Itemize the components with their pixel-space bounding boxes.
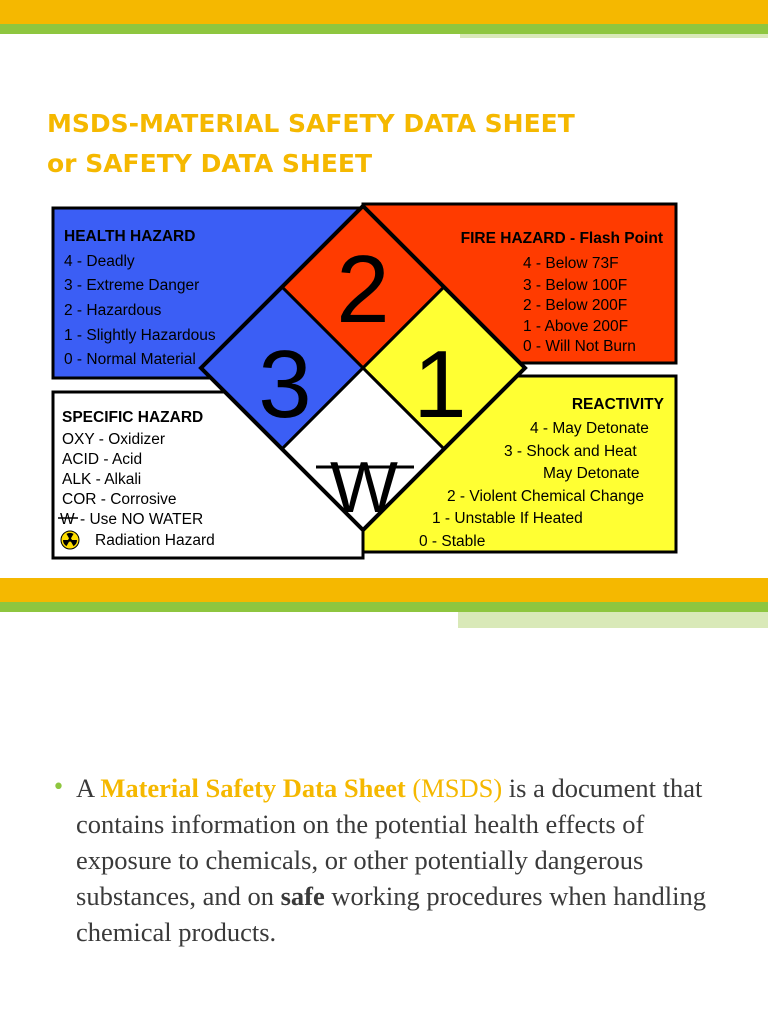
health-item-4: 4 - Deadly [64,253,135,270]
health-number: 3 [258,331,312,438]
bullet-dot-icon: • [52,775,65,800]
bullet-text [76,770,732,950]
bullet-part-2: working procedures when handling chemical products. [76,881,706,947]
fire-heading: FIRE HAZARD - Flash Point [460,230,663,247]
middle-green-band [0,602,768,612]
water-symbol: W [60,511,75,528]
abbr-highlight: (MSDS) [412,773,503,803]
title-line-2: or SAFETY DATA SHEET [47,149,373,178]
health-heading: HEALTH HAZARD [64,228,196,245]
reactivity-number: 1 [413,331,467,438]
specific-item-acid: ACID - Acid [62,451,143,468]
water-text: - Use NO WATER [80,511,204,528]
fire-item-1: 1 - Above 200F [523,318,629,335]
fire-item-4: 4 - Below 73F [523,255,619,272]
bullet-a: A [76,773,94,803]
safe-word: safe [280,881,325,911]
specific-symbol: W [330,448,398,528]
reactivity-item-2: 2 - Violent Chemical Change [447,488,645,505]
title-line-1: MSDS-MATERIAL SAFETY DATA SHEET [47,109,575,138]
reactivity-item-1: 1 - Unstable If Heated [432,510,583,527]
fire-item-2: 2 - Below 200F [523,297,628,314]
middle-yellow-band [0,578,768,602]
specific-heading: SPECIFIC HAZARD [62,409,204,426]
middle-pale-band [458,612,768,628]
radiation-text: Radiation Hazard [95,532,215,549]
fire-number: 2 [336,236,390,343]
health-item-2: 2 - Hazardous [64,302,162,319]
health-item-0: 0 - Normal Material [64,351,196,368]
bullet-paragraph [52,770,732,950]
specific-item-oxy: OXY - Oxidizer [62,431,166,448]
health-item-3: 3 - Extreme Danger [64,277,200,294]
bullet-part-1: is a document that contains information on the potential health effects of exposure to chemicals, or other potentially dangerous substances, and on [76,773,703,911]
specific-item-alk: ALK - Alkali [62,471,142,488]
reactivity-item-3b: May Detonate [543,465,640,482]
reactivity-heading: REACTIVITY [571,396,664,413]
health-item-1: 1 - Slightly Hazardous [64,327,216,344]
fire-item-0: 0 - Will Not Burn [523,338,636,355]
reactivity-item-3: 3 - Shock and Heat [504,443,637,460]
radiation-trefoil-icon [61,531,79,549]
specific-item-cor: COR - Corrosive [62,491,177,508]
term-highlight: Material Safety Data Sheet [100,773,406,803]
reactivity-item-4: 4 - May Detonate [530,420,649,437]
reactivity-item-0: 0 - Stable [419,533,486,550]
fire-item-3: 3 - Below 100F [523,277,628,294]
